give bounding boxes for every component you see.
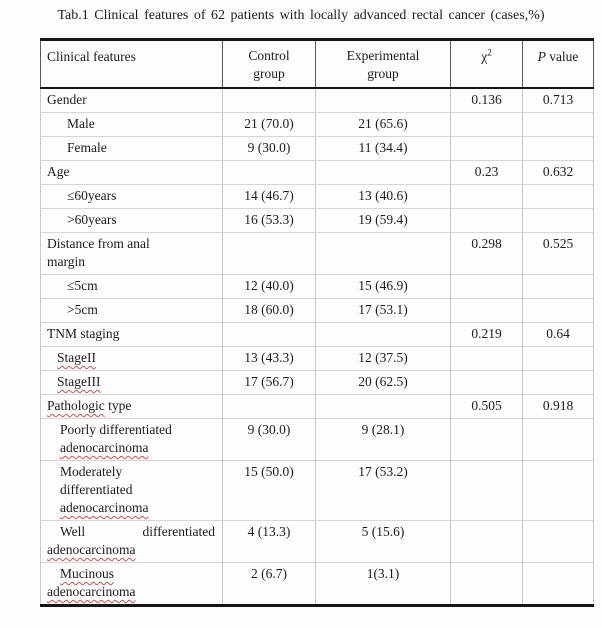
table-row [41,233,594,275]
control-cell [223,161,316,185]
chi-square-cell [451,185,523,209]
feature-line [47,523,218,541]
p-value-cell [523,563,594,606]
spellcheck-flagged-text: Pathologic [47,398,105,413]
control-cell: 9 (30.0) [223,137,316,161]
feature-cell [41,113,223,137]
p-value-cell: 0.713 [523,88,594,113]
experimental-cell: 12 (37.5) [316,347,451,371]
experimental-cell: 17 (53.1) [316,299,451,323]
table-row [41,299,594,323]
spellcheck-flagged-text: Mucinous [60,566,114,581]
feature-cell [41,323,223,347]
spellcheck-flagged-text: adenocarcinoma [47,542,136,557]
chi-square-cell: 0.23 [451,161,523,185]
chi-square-cell: 0.219 [451,323,523,347]
table-row [41,461,594,521]
feature-text: differentiated [142,524,215,539]
feature-text: Female [67,140,107,155]
experimental-cell: 15 (46.9) [316,275,451,299]
feature-line [47,187,218,205]
feature-cell [41,161,223,185]
table-row [41,113,594,137]
chi-square-cell: 0.136 [451,88,523,113]
spellcheck-flagged-text: adenocarcinoma [60,440,149,455]
feature-line [47,583,218,601]
chi-square-cell [451,461,523,521]
table-row [41,323,594,347]
control-cell: 17 (56.7) [223,371,316,395]
control-cell [223,395,316,419]
feature-text: Poorly differentiated [60,422,172,437]
p-value-cell [523,371,594,395]
spellcheck-flagged-text: adenocarcinoma [60,500,149,515]
experimental-cell [316,161,451,185]
spellcheck-flagged-text: StageIII [57,374,101,389]
table-row [41,209,594,233]
feature-text: margin [47,254,85,269]
feature-cell [41,88,223,113]
chi-square-cell [451,137,523,161]
control-cell: 12 (40.0) [223,275,316,299]
p-value-cell [523,275,594,299]
control-cell: 2 (6.7) [223,563,316,606]
feature-text: Well [60,524,86,539]
feature-line [47,115,218,133]
table-row [41,563,594,606]
feature-cell [41,233,223,275]
p-value-label: value [545,49,579,64]
feature-text: Moderately [60,464,123,479]
feature-text: Male [67,116,95,131]
feature-line [47,499,218,517]
feature-line [47,373,218,391]
feature-cell [41,209,223,233]
p-value-cell [523,299,594,323]
experimental-cell [316,323,451,347]
control-cell: 14 (46.7) [223,185,316,209]
p-value-cell: 0.525 [523,233,594,275]
control-cell: 13 (43.3) [223,347,316,371]
feature-line [47,253,218,271]
col-header-control-group [223,40,316,89]
p-value-cell [523,419,594,461]
chi-square-cell [451,563,523,606]
table-body [41,88,594,606]
feature-cell [41,521,223,563]
table-title: Tab.1 Clinical features of 62 patients with locally advanced rectal cancer (cases,%) [57,8,545,23]
feature-line [47,565,218,583]
experimental-cell [316,395,451,419]
table-row [41,275,594,299]
experimental-cell: 13 (40.6) [316,185,451,209]
feature-text: ≤60years [67,188,117,203]
header-line: group [367,66,399,81]
col-header-experimental-group [316,40,451,89]
chi-square-cell [451,209,523,233]
table-header [41,40,594,89]
chi-exponent: 2 [487,47,492,58]
experimental-cell: 1(3.1) [316,563,451,606]
feature-cell [41,347,223,371]
feature-cell [41,419,223,461]
feature-cell [41,185,223,209]
control-cell [223,233,316,275]
control-cell [223,323,316,347]
p-value-cell [523,461,594,521]
control-cell: 4 (13.3) [223,521,316,563]
feature-line [47,463,218,481]
header-row [41,40,594,89]
control-cell: 15 (50.0) [223,461,316,521]
feature-line [47,541,218,559]
table-row [41,521,594,563]
control-cell: 16 (53.3) [223,209,316,233]
feature-line [47,481,218,499]
chi-square-cell [451,419,523,461]
p-value-cell [523,209,594,233]
chi-square-cell: 0.505 [451,395,523,419]
experimental-cell: 17 (53.2) [316,461,451,521]
experimental-cell: 21 (65.6) [316,113,451,137]
feature-text: ≤5cm [67,278,98,293]
col-header-chi-square [451,40,523,89]
chi-square-cell [451,347,523,371]
col-header-p-value [523,40,594,89]
table-row [41,185,594,209]
chi-square-cell [451,275,523,299]
table-row [41,347,594,371]
feature-text: Gender [47,92,87,107]
p-value-cell [523,185,594,209]
col-header-clinical-features: Clinical features [41,40,223,89]
p-value-cell: 0.64 [523,323,594,347]
p-symbol: P [537,49,546,64]
experimental-cell: 9 (28.1) [316,419,451,461]
feature-line [47,439,218,457]
experimental-cell: 20 (62.5) [316,371,451,395]
experimental-cell: 5 (15.6) [316,521,451,563]
feature-line [47,277,218,295]
feature-text: type [104,398,132,413]
experimental-cell [316,88,451,113]
table-row [41,371,594,395]
feature-line [47,211,218,229]
control-cell: 9 (30.0) [223,419,316,461]
feature-cell [41,275,223,299]
feature-cell [41,461,223,521]
chi-square-cell [451,113,523,137]
control-cell: 18 (60.0) [223,299,316,323]
feature-line [47,421,218,439]
feature-line [47,397,218,415]
control-cell: 21 (70.0) [223,113,316,137]
feature-cell [41,395,223,419]
chi-square-cell [451,371,523,395]
feature-line [47,139,218,157]
feature-text: >60years [67,212,117,227]
spellcheck-flagged-text: StageII [57,350,96,365]
header-line: Experimental [346,48,420,63]
feature-text: >5cm [67,302,98,317]
feature-line [47,163,218,181]
table-row [41,419,594,461]
p-value-cell [523,347,594,371]
chi-square-cell: 0.298 [451,233,523,275]
feature-cell [41,563,223,606]
table-row [41,161,594,185]
p-value-cell [523,521,594,563]
experimental-cell: 11 (34.4) [316,137,451,161]
p-value-cell: 0.632 [523,161,594,185]
feature-text: Distance from anal [47,236,150,251]
p-value-cell [523,113,594,137]
header-line: group [253,66,285,81]
clinical-features-table [40,38,594,607]
feature-line [47,349,218,367]
feature-line [47,301,218,319]
feature-text: Age [47,164,70,179]
feature-cell [41,299,223,323]
table-row [41,395,594,419]
table-row [41,88,594,113]
experimental-cell: 19 (59.4) [316,209,451,233]
chi-symbol: χ [481,49,488,64]
feature-text: differentiated [60,482,133,497]
chi-square-cell [451,521,523,563]
feature-cell [41,137,223,161]
feature-cell [41,371,223,395]
spellcheck-flagged-text: adenocarcinoma [47,584,136,599]
p-value-cell: 0.918 [523,395,594,419]
p-value-cell [523,137,594,161]
feature-line [47,235,218,253]
table-row [41,137,594,161]
experimental-cell [316,233,451,275]
feature-line [47,91,218,109]
feature-text: TNM staging [47,326,120,341]
chi-square-cell [451,299,523,323]
feature-line [47,325,218,343]
control-cell [223,88,316,113]
header-line: Control [248,48,290,63]
